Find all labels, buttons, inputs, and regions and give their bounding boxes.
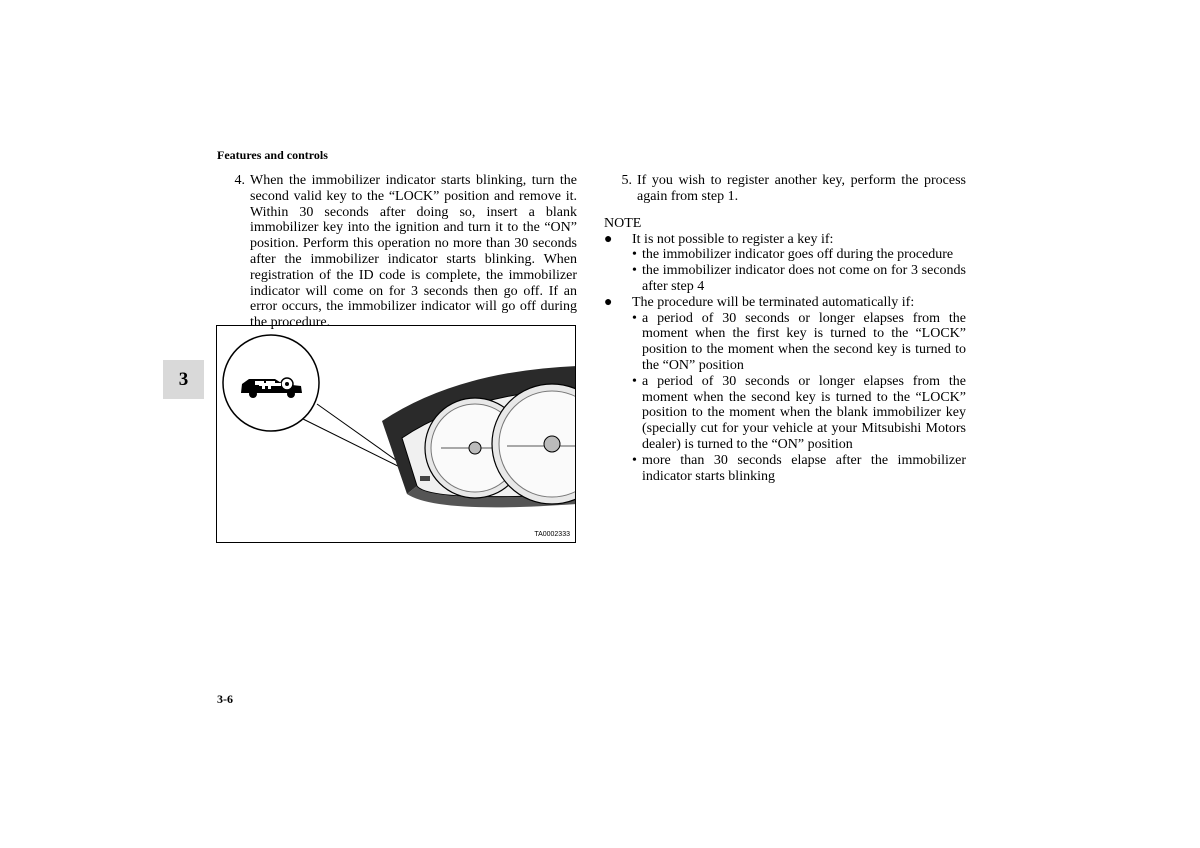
bullet-icon: ● [604,294,613,310]
page-number: 3-6 [217,692,233,706]
left-column [217,173,577,331]
instrument-cluster-illustration [217,326,576,543]
step-number: 4. [234,173,245,188]
note-sub-item: • more than 30 seconds elapse after the immobilizer indicator starts blinking [632,452,966,484]
note-bullet [604,232,966,248]
note-bullet [604,295,966,311]
right-column [604,173,966,484]
immobilizer-figure [216,325,576,543]
note-text: The procedure will be terminated automatically if: [632,294,915,310]
note-sub-item: • a period of 30 seconds or longer elapses from the moment when the second key is turned to the “LOCK” position to the moment when the blank immobilizer key (specially cut for your vehicle at your Mitsubishi Motors dealer) is turned to the “ON” position [632,373,966,452]
figure-code: TA0002333 [534,531,570,538]
bullet-icon: ● [604,231,613,247]
step-text: When the immobilizer indicator starts blinking, turn the second valid key to the “LOCK” position and remove it. Within 30 seconds after doing so, insert a blank immobilizer key into the ignition and turn it to the “ON” position. Perform this operation no more than 30 seconds after the immobilizer indicator starts blinking. When registration of the ID code is complete, the immobilizer indicator will come on for 3 seconds then go off. If an error occurs, the immobilizer indicator will go off during the procedure. [250,173,577,331]
step-number: 5. [621,173,632,188]
note-text: It is not possible to register a key if: [632,231,834,247]
step-4 [217,173,577,331]
step-text: If you wish to register another key, perform the process again from step 1. [637,173,966,204]
note-title: NOTE [604,215,642,231]
chapter-tab: 3 [163,360,204,399]
step-5 [604,173,966,205]
note-sub-item: • the immobilizer indicator goes off during the procedure [632,247,954,263]
note-sub-item: • a period of 30 seconds or longer elapses from the moment when the first key is turned to the “LOCK” position to the moment when the second key is turned to the “ON” position [632,310,966,373]
section-header: Features and controls [217,148,328,162]
note-sub-item: • the immobilizer indicator does not come on for 3 seconds after step 4 [632,263,966,294]
